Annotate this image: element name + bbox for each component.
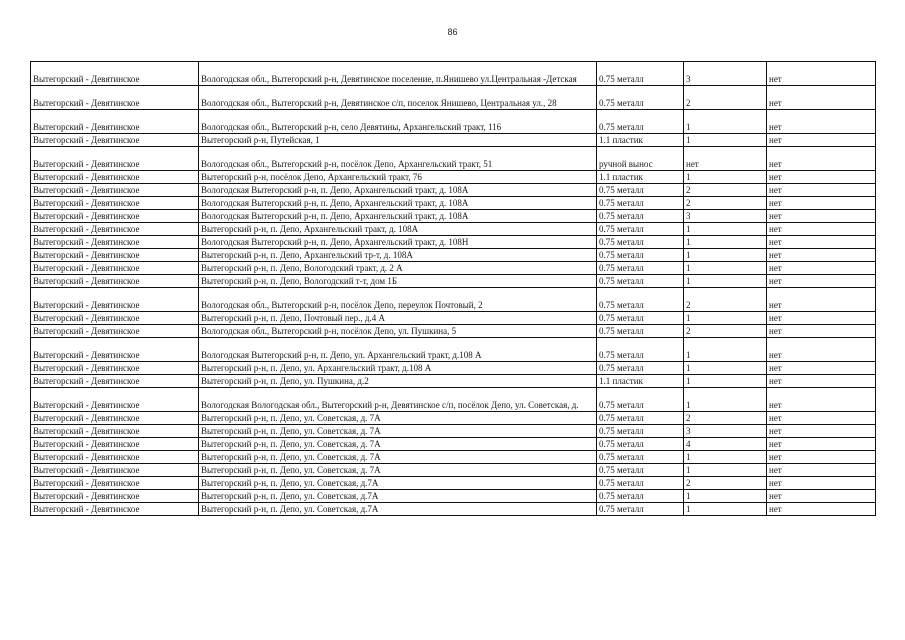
table-row bbox=[31, 477, 876, 490]
container-count-cell: 1 bbox=[684, 110, 767, 134]
address-cell: Вологодская Вытегорский р-н, п. Депо, ул. Архангельский тракт, д.108 А bbox=[199, 338, 597, 362]
district-cell: Вытегорский - Девятинское bbox=[31, 210, 199, 223]
container-type-cell: 0.75 металл bbox=[597, 223, 684, 236]
container-count-cell: 1 bbox=[684, 503, 767, 516]
container-type-cell: 0.75 металл bbox=[597, 388, 684, 412]
container-count-cell: 2 bbox=[684, 325, 767, 338]
district-cell: Вытегорский - Девятинское bbox=[31, 184, 199, 197]
container-count-cell: 2 bbox=[684, 412, 767, 425]
table-row bbox=[31, 197, 876, 210]
district-cell: Вытегорский - Девятинское bbox=[31, 62, 199, 86]
table-row bbox=[31, 451, 876, 464]
table-row bbox=[31, 134, 876, 147]
note-cell: нет bbox=[767, 338, 876, 362]
address-cell: Вытегорский р-н, п. Депо, Вологодский тракт, д. 2 А bbox=[199, 262, 597, 275]
container-type-cell: 0.75 металл bbox=[597, 62, 684, 86]
container-count-cell: 1 bbox=[684, 223, 767, 236]
container-count-cell: 1 bbox=[684, 312, 767, 325]
address-cell: Вытегорский р-н, п. Депо, ул. Советская, д. 7А bbox=[199, 451, 597, 464]
district-cell: Вытегорский - Девятинское bbox=[31, 464, 199, 477]
district-cell: Вытегорский - Девятинское bbox=[31, 86, 199, 110]
container-count-cell: 1 bbox=[684, 490, 767, 503]
container-type-cell: 0.75 металл bbox=[597, 86, 684, 110]
note-cell: нет bbox=[767, 210, 876, 223]
table-row bbox=[31, 464, 876, 477]
note-cell: нет bbox=[767, 110, 876, 134]
note-cell: нет bbox=[767, 425, 876, 438]
note-cell: нет bbox=[767, 325, 876, 338]
table-row bbox=[31, 362, 876, 375]
district-cell: Вытегорский - Девятинское bbox=[31, 388, 199, 412]
container-count-cell: 2 bbox=[684, 184, 767, 197]
address-cell: Вытегорский р-н, п. Депо, Архангельский тракт, д. 108А bbox=[199, 223, 597, 236]
container-count-cell: 3 bbox=[684, 210, 767, 223]
container-type-cell: 0.75 металл bbox=[597, 288, 684, 312]
district-cell: Вытегорский - Девятинское bbox=[31, 147, 199, 171]
district-cell: Вытегорский - Девятинское bbox=[31, 249, 199, 262]
table-row bbox=[31, 210, 876, 223]
district-cell: Вытегорский - Девятинское bbox=[31, 412, 199, 425]
container-type-cell: 0.75 металл bbox=[597, 110, 684, 134]
container-count-cell: 1 bbox=[684, 171, 767, 184]
table-row bbox=[31, 171, 876, 184]
address-cell: Вытегорский р-н, п. Депо, ул. Советская, д. 7А bbox=[199, 425, 597, 438]
district-cell: Вытегорский - Девятинское bbox=[31, 438, 199, 451]
note-cell: нет bbox=[767, 197, 876, 210]
address-cell: Вытегорский р-н, п. Депо, ул. Советская, д. 7А bbox=[199, 438, 597, 451]
note-cell: нет bbox=[767, 171, 876, 184]
table-row bbox=[31, 425, 876, 438]
address-cell: Вологодская обл., Вытегорский р-н, Девятинское поселение, п.Янишево ул.Центральная -Детская bbox=[199, 62, 597, 86]
address-cell: Вытегорский р-н, посёлок Депо, Архангельский тракт, 76 bbox=[199, 171, 597, 184]
table-row bbox=[31, 325, 876, 338]
container-count-cell: 1 bbox=[684, 375, 767, 388]
container-type-cell: 1.1 пластик bbox=[597, 375, 684, 388]
address-cell: Вытегорский р-н, Путейская, 1 bbox=[199, 134, 597, 147]
container-type-cell: 0.75 металл bbox=[597, 325, 684, 338]
district-cell: Вытегорский - Девятинское bbox=[31, 171, 199, 184]
container-count-cell: 1 bbox=[684, 338, 767, 362]
container-type-cell: ручной вынос bbox=[597, 147, 684, 171]
container-count-cell: 2 bbox=[684, 86, 767, 110]
container-count-cell: 1 bbox=[684, 262, 767, 275]
table-row bbox=[31, 110, 876, 134]
address-cell: Вытегорский р-н, п. Депо, ул. Пушкина, д.2 bbox=[199, 375, 597, 388]
container-type-cell: 0.75 металл bbox=[597, 438, 684, 451]
container-type-cell: 0.75 металл bbox=[597, 338, 684, 362]
district-cell: Вытегорский - Девятинское bbox=[31, 262, 199, 275]
table-row bbox=[31, 147, 876, 171]
container-type-cell: 0.75 металл bbox=[597, 412, 684, 425]
container-type-cell: 0.75 металл bbox=[597, 451, 684, 464]
container-type-cell: 1.1 пластик bbox=[597, 134, 684, 147]
table-row bbox=[31, 503, 876, 516]
table-row bbox=[31, 262, 876, 275]
address-cell: Вологодская Вытегорский р-н, п. Депо, Архангельский тракт, д. 108А bbox=[199, 184, 597, 197]
district-cell: Вытегорский - Девятинское bbox=[31, 223, 199, 236]
container-type-cell: 0.75 металл bbox=[597, 490, 684, 503]
container-count-cell: 1 bbox=[684, 249, 767, 262]
district-cell: Вытегорский - Девятинское bbox=[31, 134, 199, 147]
district-cell: Вытегорский - Девятинское bbox=[31, 477, 199, 490]
district-cell: Вытегорский - Девятинское bbox=[31, 375, 199, 388]
district-cell: Вытегорский - Девятинское bbox=[31, 312, 199, 325]
container-count-cell: 2 bbox=[684, 288, 767, 312]
table-row bbox=[31, 249, 876, 262]
note-cell: нет bbox=[767, 477, 876, 490]
address-cell: Вологодская Вытегорский р-н, п. Депо, Архангельский тракт, д. 108Н bbox=[199, 236, 597, 249]
container-type-cell: 0.75 металл bbox=[597, 262, 684, 275]
container-count-cell: 3 bbox=[684, 425, 767, 438]
table-row bbox=[31, 184, 876, 197]
note-cell: нет bbox=[767, 490, 876, 503]
note-cell: нет bbox=[767, 375, 876, 388]
table-row bbox=[31, 388, 876, 412]
container-type-cell: 0.75 металл bbox=[597, 312, 684, 325]
container-count-cell: 2 bbox=[684, 477, 767, 490]
note-cell: нет bbox=[767, 249, 876, 262]
district-cell: Вытегорский - Девятинское bbox=[31, 325, 199, 338]
note-cell: нет bbox=[767, 362, 876, 375]
note-cell: нет bbox=[767, 223, 876, 236]
container-count-cell: 1 bbox=[684, 464, 767, 477]
container-sites-table bbox=[30, 61, 876, 516]
address-cell: Вытегорский р-н, п. Депо, ул. Советская, д. 7А bbox=[199, 412, 597, 425]
container-count-cell: 1 bbox=[684, 275, 767, 288]
address-cell: Вытегорский р-н, п. Депо, ул. Советская, д.7А bbox=[199, 503, 597, 516]
container-type-cell: 0.75 металл bbox=[597, 184, 684, 197]
address-cell: Вологодская Вологодская обл., Вытегорский р-н, Девятинское с/п, посёлок Депо, ул. Советская, д. bbox=[199, 388, 597, 412]
district-cell: Вытегорский - Девятинское bbox=[31, 338, 199, 362]
container-count-cell: 1 bbox=[684, 451, 767, 464]
container-count-cell: 3 bbox=[684, 62, 767, 86]
address-cell: Вологодская обл., Вытегорский р-н, Девятинское с/п, поселок Янишево, Центральная ул., 28 bbox=[199, 86, 597, 110]
table-row bbox=[31, 288, 876, 312]
table-row bbox=[31, 375, 876, 388]
container-type-cell: 0.75 металл bbox=[597, 425, 684, 438]
note-cell: нет bbox=[767, 184, 876, 197]
container-type-cell: 0.75 металл bbox=[597, 362, 684, 375]
address-cell: Вытегорский р-н, п. Депо, ул. Советская, д.7А bbox=[199, 490, 597, 503]
container-type-cell: 0.75 металл bbox=[597, 477, 684, 490]
container-type-cell: 0.75 металл bbox=[597, 275, 684, 288]
container-count-cell: 2 bbox=[684, 197, 767, 210]
container-type-cell: 0.75 металл bbox=[597, 236, 684, 249]
note-cell: нет bbox=[767, 262, 876, 275]
address-cell: Вытегорский р-н, п. Депо, ул. Советская, д. 7А bbox=[199, 464, 597, 477]
note-cell: нет bbox=[767, 288, 876, 312]
table-row bbox=[31, 223, 876, 236]
container-type-cell: 0.75 металл bbox=[597, 464, 684, 477]
container-count-cell: 4 bbox=[684, 438, 767, 451]
table-row bbox=[31, 338, 876, 362]
note-cell: нет bbox=[767, 134, 876, 147]
note-cell: нет bbox=[767, 236, 876, 249]
address-cell: Вытегорский р-н, п. Депо, Архангельский тр-т, д. 108А bbox=[199, 249, 597, 262]
note-cell: нет bbox=[767, 62, 876, 86]
table-body bbox=[31, 62, 876, 516]
table-row bbox=[31, 490, 876, 503]
address-cell: Вологодская обл., Вытегорский р-н, посёлок Депо, Архангельский тракт, 51 bbox=[199, 147, 597, 171]
address-cell: Вологодская обл., Вытегорский р-н, посёлок Депо, переулок Почтовый, 2 bbox=[199, 288, 597, 312]
district-cell: Вытегорский - Девятинское bbox=[31, 288, 199, 312]
container-type-cell: 0.75 металл bbox=[597, 197, 684, 210]
container-type-cell: 0.75 металл bbox=[597, 503, 684, 516]
container-count-cell: 1 bbox=[684, 362, 767, 375]
address-cell: Вологодская обл., Вытегорский р-н, посёлок Депо, ул. Пушкина, 5 bbox=[199, 325, 597, 338]
table-row bbox=[31, 275, 876, 288]
district-cell: Вытегорский - Девятинское bbox=[31, 362, 199, 375]
note-cell: нет bbox=[767, 464, 876, 477]
table-row bbox=[31, 312, 876, 325]
table-row bbox=[31, 236, 876, 249]
container-type-cell: 0.75 металл bbox=[597, 210, 684, 223]
container-type-cell: 0.75 металл bbox=[597, 249, 684, 262]
address-cell: Вологодская обл., Вытегорский р-н, село Девятины, Архангельский тракт, 116 bbox=[199, 110, 597, 134]
district-cell: Вытегорский - Девятинское bbox=[31, 503, 199, 516]
district-cell: Вытегорский - Девятинское bbox=[31, 275, 199, 288]
page-number: 86 bbox=[447, 27, 458, 37]
note-cell: нет bbox=[767, 388, 876, 412]
district-cell: Вытегорский - Девятинское bbox=[31, 236, 199, 249]
note-cell: нет bbox=[767, 438, 876, 451]
district-cell: Вытегорский - Девятинское bbox=[31, 197, 199, 210]
note-cell: нет bbox=[767, 503, 876, 516]
container-count-cell: 1 bbox=[684, 134, 767, 147]
container-type-cell: 1.1 пластик bbox=[597, 171, 684, 184]
container-count-cell: нет bbox=[684, 147, 767, 171]
table-row bbox=[31, 86, 876, 110]
note-cell: нет bbox=[767, 412, 876, 425]
table-row bbox=[31, 438, 876, 451]
table-row bbox=[31, 62, 876, 86]
address-cell: Вытегорский р-н, п. Депо, ул. Советская, д.7А bbox=[199, 477, 597, 490]
district-cell: Вытегорский - Девятинское bbox=[31, 110, 199, 134]
note-cell: нет bbox=[767, 86, 876, 110]
address-cell: Вологодская Вытегорский р-н, п. Депо, Архангельский тракт, д. 108А bbox=[199, 210, 597, 223]
table-row bbox=[31, 412, 876, 425]
district-cell: Вытегорский - Девятинское bbox=[31, 425, 199, 438]
address-cell: Вытегорский р-н, п. Депо, Вологодский т-т, дом 1Б bbox=[199, 275, 597, 288]
district-cell: Вытегорский - Девятинское bbox=[31, 490, 199, 503]
note-cell: нет bbox=[767, 451, 876, 464]
address-cell: Вологодская Вытегорский р-н, п. Депо, Архангельский тракт, д. 108А bbox=[199, 197, 597, 210]
address-cell: Вытегорский р-н, п. Депо, Почтовый пер., д.4 А bbox=[199, 312, 597, 325]
address-cell: Вытегорский р-н, п. Депо, ул. Архангельский тракт, д.108 А bbox=[199, 362, 597, 375]
container-count-cell: 1 bbox=[684, 236, 767, 249]
note-cell: нет bbox=[767, 275, 876, 288]
container-count-cell: 1 bbox=[684, 388, 767, 412]
note-cell: нет bbox=[767, 147, 876, 171]
note-cell: нет bbox=[767, 312, 876, 325]
district-cell: Вытегорский - Девятинское bbox=[31, 451, 199, 464]
